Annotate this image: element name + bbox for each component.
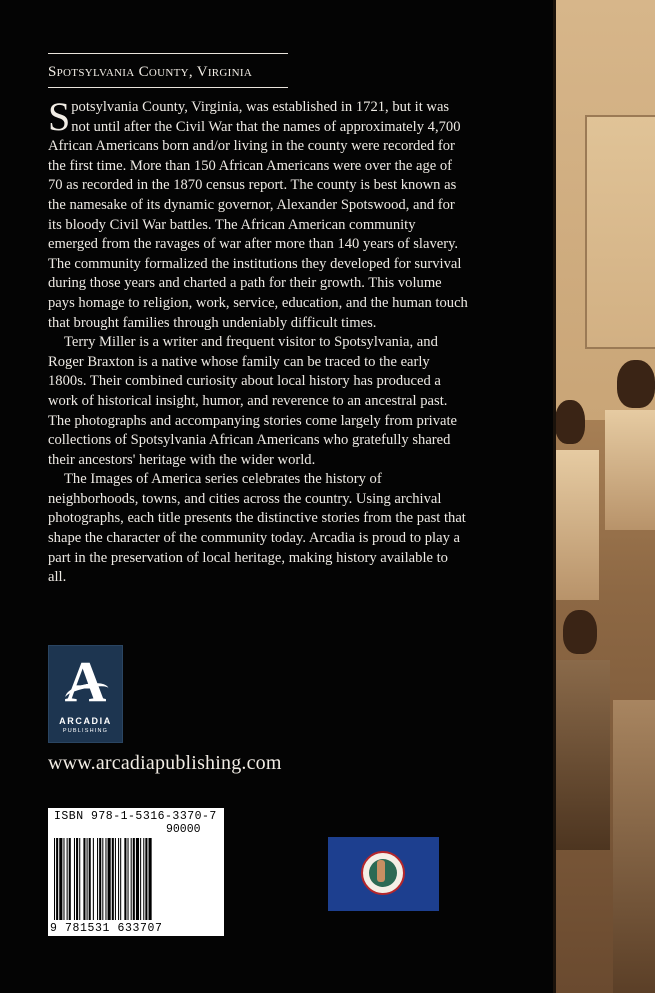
virginia-flag-icon bbox=[328, 837, 439, 911]
logo-subtitle: PUBLISHING bbox=[62, 728, 109, 734]
ean-number: 9 781531 633707 bbox=[50, 922, 163, 935]
barcode-bar bbox=[56, 838, 58, 920]
barcode-bar bbox=[133, 838, 135, 920]
barcode-bar bbox=[136, 838, 139, 920]
isbn-text: ISBN 978-1-5316-3370-7 bbox=[54, 810, 217, 823]
title-rule-top bbox=[48, 53, 288, 54]
barcode-bar bbox=[97, 838, 98, 920]
barcode-bar bbox=[93, 838, 94, 920]
photo-child-face bbox=[563, 610, 597, 654]
logo-name: ARCADIA bbox=[59, 716, 112, 726]
barcode-bar bbox=[112, 838, 114, 920]
photo-child-dress bbox=[613, 700, 655, 993]
barcode-bar bbox=[140, 838, 141, 920]
photo-child-dress bbox=[555, 660, 610, 850]
seal-figure bbox=[377, 860, 385, 882]
barcode-bar bbox=[99, 838, 101, 920]
barcode-bar bbox=[118, 838, 119, 920]
book-title: Spotsylvania County, Virginia bbox=[48, 64, 253, 80]
price-code: 90000 bbox=[166, 823, 201, 836]
photo-child-face bbox=[617, 360, 655, 408]
logo-letter: A bbox=[64, 649, 107, 714]
drop-cap: S bbox=[48, 94, 71, 139]
cover-edge bbox=[553, 0, 556, 993]
barcode-bar bbox=[149, 838, 152, 920]
description bbox=[48, 94, 468, 588]
barcode-bar bbox=[79, 838, 80, 920]
barcode-bar bbox=[124, 838, 126, 920]
barcode-bar bbox=[143, 838, 144, 920]
barcode-bar bbox=[105, 838, 106, 920]
barcode-bar bbox=[120, 838, 121, 920]
barcode-bar bbox=[115, 838, 116, 920]
barcode-bar bbox=[102, 838, 103, 920]
description-paragraph-1 bbox=[48, 94, 468, 333]
barcode-bar bbox=[67, 838, 68, 920]
photo-child-dress bbox=[605, 410, 655, 530]
publisher-website-link[interactable]: www.arcadiapublishing.com bbox=[48, 752, 282, 774]
description-paragraph-2: Terry Miller is a writer and frequent visitor to Spotsylvania, and Roger Braxton is a native whose family can be traced to the early 1800s. Their combined curiosity about local history has produced a work of historical insight, humor, and reverence to an ancestral past. The photographs and accompanying stories come largely from private collections of Spotsylvania African Americans who gratefully shared their ancestors' heritage with the wider world. bbox=[48, 334, 458, 468]
barcode-bar bbox=[69, 838, 71, 920]
barcode-bar bbox=[145, 838, 147, 920]
virginia-seal bbox=[361, 851, 405, 895]
arcadia-logo-icon bbox=[48, 645, 123, 743]
title-rule-bottom bbox=[48, 87, 288, 88]
photo-child-face bbox=[555, 400, 585, 444]
barcode-bar bbox=[59, 838, 62, 920]
isbn-barcode bbox=[48, 808, 224, 936]
barcode-bar bbox=[87, 838, 88, 920]
description-paragraph-3: The Images of America series celebrates the history of neighborhoods, towns, and cities across the country. Using archival photographs, each title presents the distinctive stories from the past that shape the character of the community today. Arcadia is proud to play a part in the preservation of local heritage, making history available to all. bbox=[48, 471, 466, 586]
barcode-bar bbox=[76, 838, 78, 920]
photo-window-frame bbox=[585, 115, 655, 349]
barcode-bar bbox=[83, 838, 85, 920]
barcode-bar bbox=[63, 838, 64, 920]
description-paragraph-1-text: potsylvania County, Virginia, was established in 1721, but it was not until after the Civil War that the names of approximately 4,700 African Americans born and/or living in the county were recorded for the first time. More than 150 African Americans were over the age of 70 as recorded in the 1870 census report. The county is best known as the namesake of its dynamic governor, Alexander Spotswood, and for its bloody Civil War battles. The African American community emerged from the ravages of war after more than 140 years of slavery. The community formalized the institutions they developed for survival during those years and charted a path for their growth. This volume pays homage to religion, work, service, education, and the human touch that brought families through undeniably difficult times. bbox=[48, 99, 468, 331]
photo-child-dress bbox=[555, 450, 599, 600]
barcode-bar bbox=[131, 838, 132, 920]
barcode-bar bbox=[89, 838, 91, 920]
sepia-photo-edge bbox=[555, 0, 655, 993]
barcode-bar bbox=[74, 838, 75, 920]
barcode-bars bbox=[54, 838, 220, 920]
barcode-bar bbox=[108, 838, 111, 920]
barcode-bar bbox=[128, 838, 129, 920]
barcode-bar bbox=[54, 838, 55, 920]
